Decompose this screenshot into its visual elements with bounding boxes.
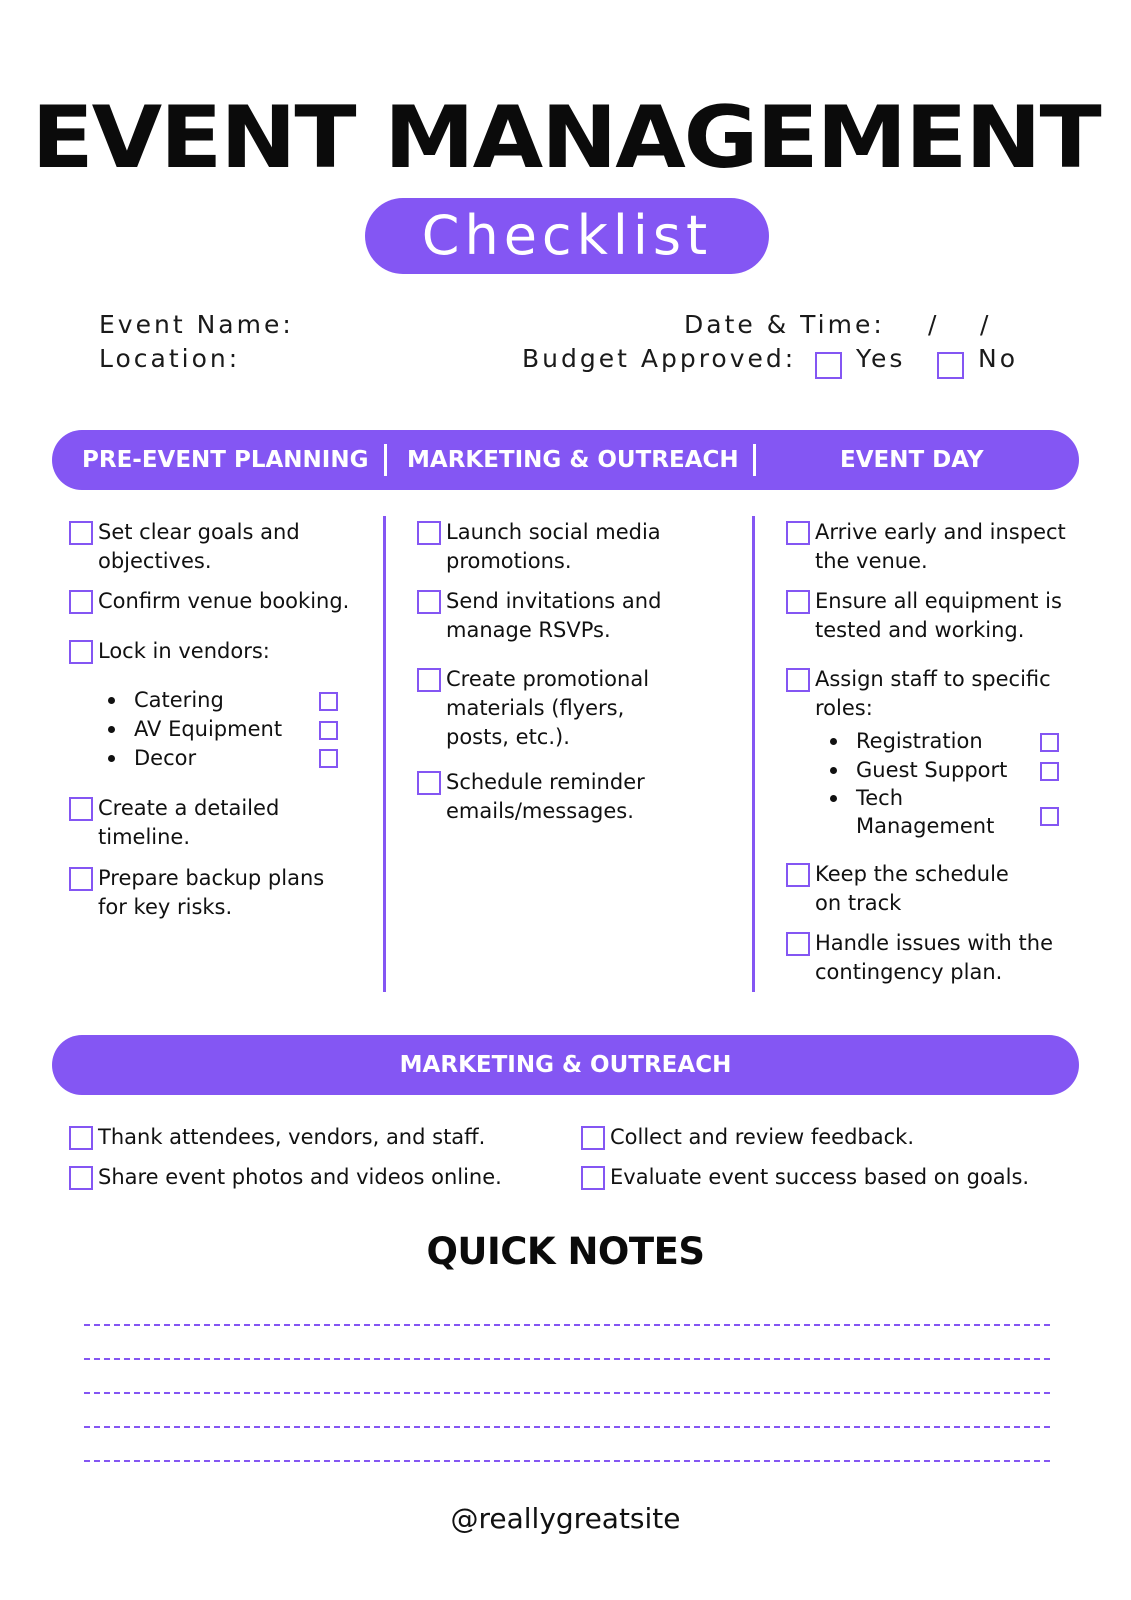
banner-divider (384, 444, 387, 476)
budget-yes-checkbox[interactable] (815, 352, 842, 379)
goals-line-2: objectives. (98, 549, 212, 573)
equipment-checkbox[interactable] (786, 590, 810, 614)
date-time-label: Date & Time: (684, 310, 885, 339)
schedule-checkbox[interactable] (786, 863, 810, 887)
arrive-line-2: the venue. (815, 549, 928, 573)
share-text: Share event photos and videos online. (98, 1165, 502, 1189)
date-separator-1: / (928, 310, 940, 339)
evaluate-text: Evaluate event success based on goals. (610, 1165, 1030, 1189)
evaluate-checkbox[interactable] (581, 1166, 605, 1190)
issues-line-2: contingency plan. (815, 960, 1003, 984)
staff-line-1: Assign staff to specific (815, 667, 1051, 691)
note-line[interactable] (84, 1324, 1050, 1326)
timeline-line-2: timeline. (98, 825, 191, 849)
timeline-checkbox[interactable] (69, 797, 93, 821)
note-line[interactable] (84, 1358, 1050, 1360)
reminder-line-1: Schedule reminder (446, 770, 645, 794)
backup-line-1: Prepare backup plans (98, 866, 325, 890)
schedule-line-2: on track (815, 891, 902, 915)
arrive-checkbox[interactable] (786, 521, 810, 545)
registration-checkbox[interactable] (1040, 733, 1059, 752)
guest-support-checkbox[interactable] (1040, 762, 1059, 781)
post-event-heading: MARKETING & OUTREACH (399, 1052, 732, 1078)
location-label: Location: (99, 344, 241, 373)
invites-line-1: Send invitations and (446, 589, 662, 613)
staff-line-2: roles: (815, 696, 873, 720)
quick-notes-title: QUICK NOTES (426, 1230, 705, 1273)
goals-checkbox[interactable] (69, 521, 93, 545)
column-divider (383, 516, 386, 992)
post-event-banner (52, 1035, 1079, 1095)
column-divider (752, 516, 755, 992)
equipment-line-1: Ensure all equipment is (815, 589, 1062, 613)
venue-text: Confirm venue booking. (98, 589, 350, 613)
reminder-line-2: emails/messages. (446, 799, 634, 823)
backup-line-2: for key risks. (98, 895, 233, 919)
promo-line-1: Create promotional (446, 667, 650, 691)
banner-divider (753, 444, 756, 476)
tech-management-checkbox[interactable] (1040, 807, 1059, 826)
backup-checkbox[interactable] (69, 867, 93, 891)
timeline-line-1: Create a detailed (98, 796, 280, 820)
social-checkbox[interactable] (417, 521, 441, 545)
section-banner (52, 430, 1079, 490)
budget-approved-label: Budget Approved: (522, 344, 797, 373)
thank-checkbox[interactable] (69, 1126, 93, 1150)
event-name-label: Event Name: (99, 310, 294, 339)
role-item: Tech (856, 784, 903, 813)
social-line-2: promotions. (446, 549, 572, 573)
budget-no-checkbox[interactable] (937, 352, 964, 379)
issues-checkbox[interactable] (786, 932, 810, 956)
invites-checkbox[interactable] (417, 590, 441, 614)
arrive-line-1: Arrive early and inspect (815, 520, 1066, 544)
role-item: Registration (856, 727, 983, 756)
promo-checkbox[interactable] (417, 668, 441, 692)
vendor-item: Decor (134, 744, 196, 773)
vendors-text: Lock in vendors: (98, 639, 270, 663)
issues-line-1: Handle issues with the (815, 931, 1053, 955)
feedback-text: Collect and review feedback. (610, 1125, 915, 1149)
invites-line-2: manage RSVPs. (446, 618, 611, 642)
vendor-item: AV Equipment (134, 715, 282, 744)
role-item-continued: Management (856, 814, 995, 838)
date-separator-2: / (980, 310, 992, 339)
schedule-line-1: Keep the schedule (815, 862, 1009, 886)
footer-handle: @reallygreatsite (450, 1502, 681, 1535)
promo-line-3: posts, etc.). (446, 725, 570, 749)
subtitle-badge: Checklist (365, 198, 769, 274)
vendor-item: Catering (134, 686, 224, 715)
reminder-checkbox[interactable] (417, 771, 441, 795)
promo-line-2: materials (flyers, (446, 696, 625, 720)
share-checkbox[interactable] (69, 1166, 93, 1190)
pre-event-heading: PRE-EVENT PLANNING (82, 447, 369, 473)
goals-line-1: Set clear goals and (98, 520, 300, 544)
vendors-checkbox[interactable] (69, 640, 93, 664)
marketing-heading: MARKETING & OUTREACH (407, 447, 739, 473)
equipment-line-2: tested and working. (815, 618, 1025, 642)
av-equipment-checkbox[interactable] (319, 721, 338, 740)
note-line[interactable] (84, 1426, 1050, 1428)
social-line-1: Launch social media (446, 520, 661, 544)
budget-yes-label: Yes (856, 344, 906, 373)
note-line[interactable] (84, 1392, 1050, 1394)
note-line[interactable] (84, 1460, 1050, 1462)
role-item: Guest Support (856, 756, 1007, 785)
budget-no-label: No (978, 344, 1018, 373)
decor-checkbox[interactable] (319, 749, 338, 768)
staff-checkbox[interactable] (786, 668, 810, 692)
feedback-checkbox[interactable] (581, 1126, 605, 1150)
page-title: EVENT MANAGEMENT (31, 88, 1100, 188)
catering-checkbox[interactable] (319, 692, 338, 711)
thank-text: Thank attendees, vendors, and staff. (98, 1125, 486, 1149)
event-day-heading: EVENT DAY (840, 447, 984, 473)
venue-checkbox[interactable] (69, 590, 93, 614)
